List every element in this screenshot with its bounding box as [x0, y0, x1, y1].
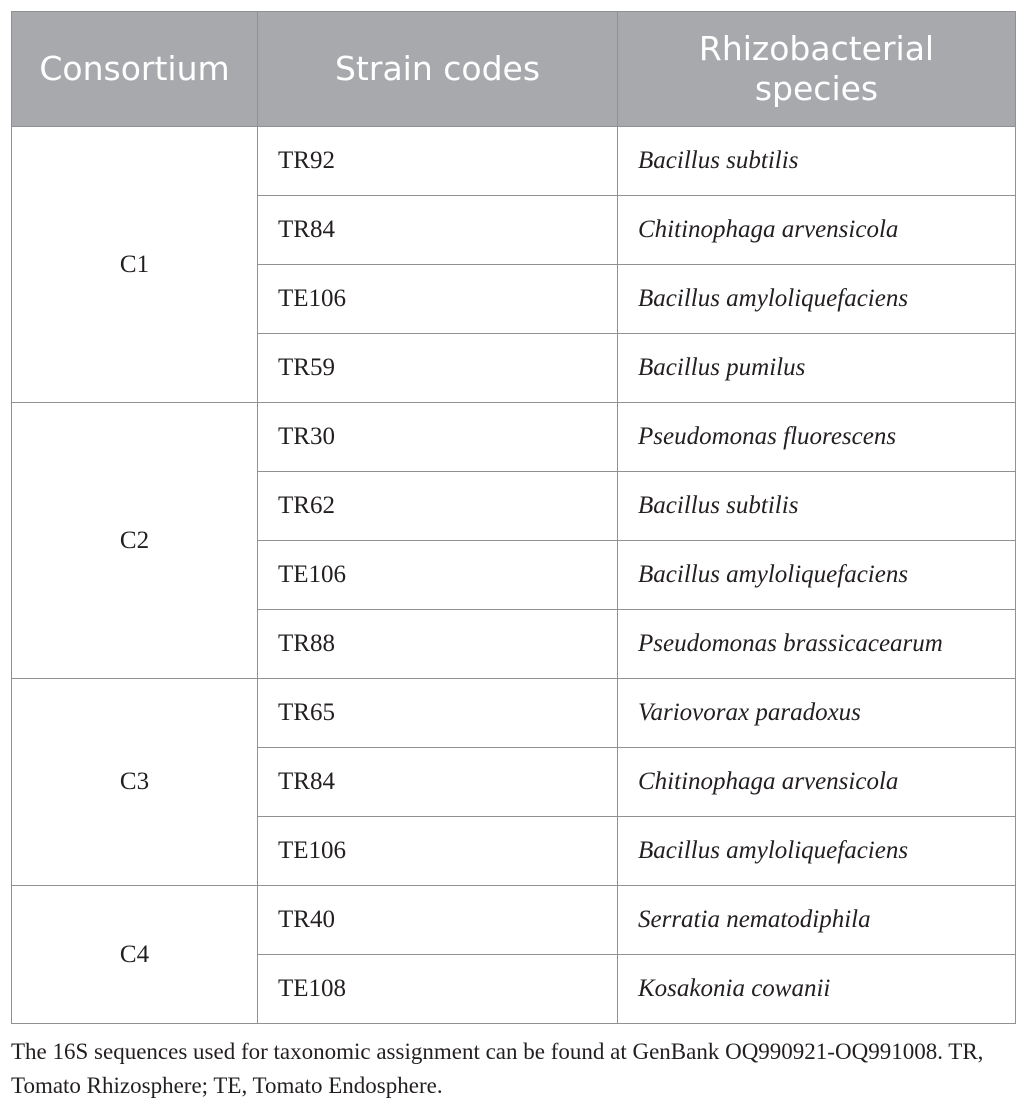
table-row [12, 127, 1016, 196]
species-cell: Kosakonia cowanii [618, 955, 1016, 1024]
header-species-line2: species [754, 69, 879, 108]
strain-code-cell: TR84 [258, 196, 618, 265]
table-row [12, 679, 1016, 748]
strain-code-cell: TR30 [258, 403, 618, 472]
strain-code-cell: TE106 [258, 541, 618, 610]
strain-code-cell: TE106 [258, 817, 618, 886]
species-cell: Bacillus pumilus [618, 334, 1016, 403]
table-footnote: The 16S sequences used for taxonomic assignment can be found at GenBank OQ990921-OQ991008. TR, Tomato Rhizosphere; TE, Tomato Endosphere. [11, 1039, 984, 1098]
table-row [12, 886, 1016, 955]
species-cell: Bacillus amyloliquefaciens [618, 541, 1016, 610]
header-species [618, 12, 1016, 127]
strain-code-cell: TE108 [258, 955, 618, 1024]
strain-code-cell: TR62 [258, 472, 618, 541]
consortium-cell: C4 [12, 886, 258, 1024]
consortium-cell: C2 [12, 403, 258, 679]
species-cell: Serratia nematodiphila [618, 886, 1016, 955]
strain-code-cell: TR84 [258, 748, 618, 817]
header-consortium: Consortium [12, 12, 258, 127]
consortium-table [11, 11, 1016, 1024]
species-cell: Bacillus amyloliquefaciens [618, 817, 1016, 886]
strain-code-cell: TR59 [258, 334, 618, 403]
strain-code-cell: TR92 [258, 127, 618, 196]
header-strain-codes: Strain codes [258, 12, 618, 127]
consortium-cell: C3 [12, 679, 258, 886]
table-row [12, 403, 1016, 472]
header-species-line1: Rhizobacterial [698, 29, 935, 68]
strain-code-cell: TR40 [258, 886, 618, 955]
species-cell: Bacillus subtilis [618, 472, 1016, 541]
consortium-cell: C1 [12, 127, 258, 403]
strain-code-cell: TR88 [258, 610, 618, 679]
consortium-table-container [11, 11, 1015, 1024]
species-cell: Bacillus amyloliquefaciens [618, 265, 1016, 334]
species-cell: Pseudomonas brassicacearum [618, 610, 1016, 679]
species-cell: Variovorax paradoxus [618, 679, 1016, 748]
species-cell: Chitinophaga arvensicola [618, 748, 1016, 817]
table-header-row [12, 12, 1016, 127]
species-cell: Pseudomonas fluorescens [618, 403, 1016, 472]
strain-code-cell: TR65 [258, 679, 618, 748]
species-cell: Bacillus subtilis [618, 127, 1016, 196]
species-cell: Chitinophaga arvensicola [618, 196, 1016, 265]
strain-code-cell: TE106 [258, 265, 618, 334]
